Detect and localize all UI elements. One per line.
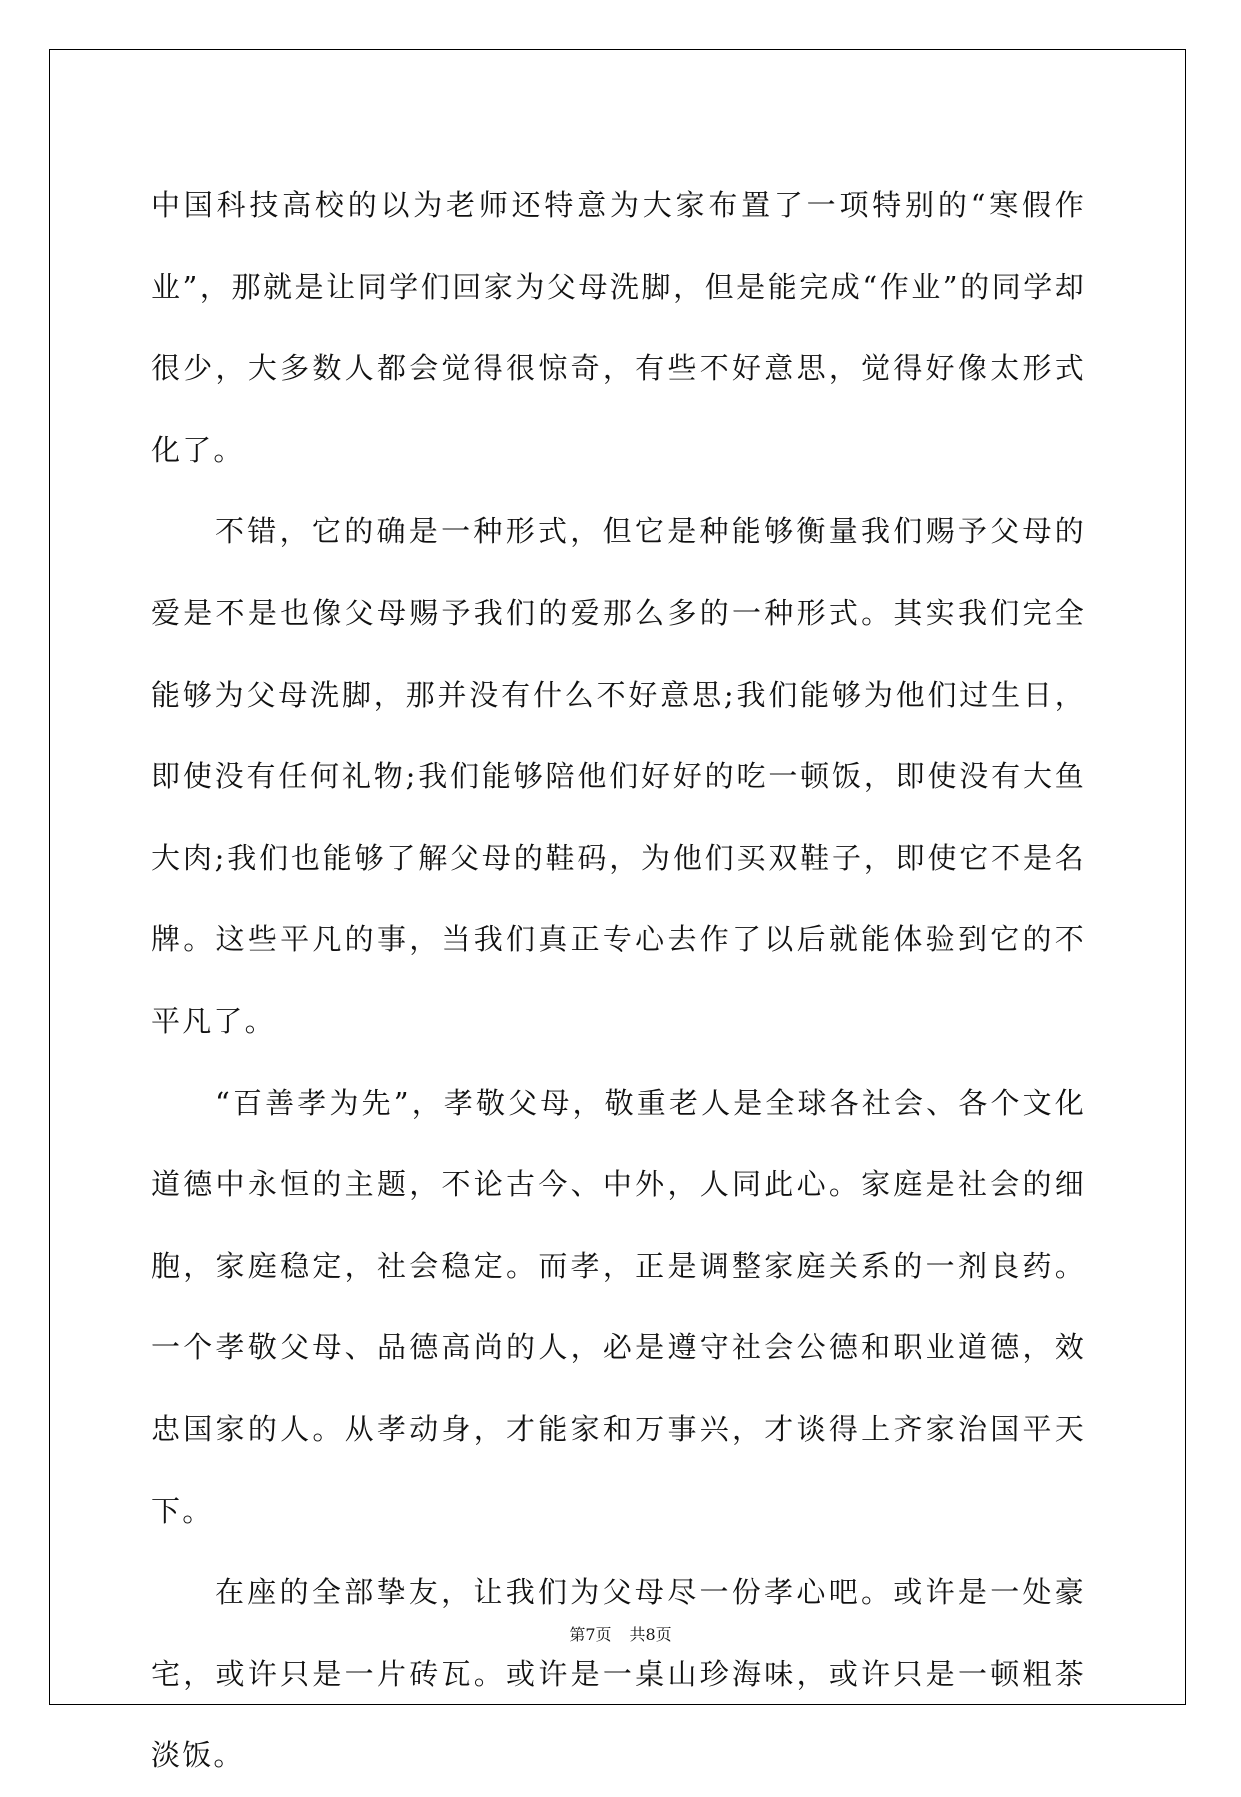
document-body: [151, 165, 1086, 1797]
paragraph-4: 在座的全部挚友，让我们为父母尽一份孝心吧。或许是一处豪宅，或许只是一片砖瓦。或许是一桌山珍海味，或许只是一顿粗茶淡饭。: [151, 1575, 1086, 1773]
page-number-total: 共8页: [629, 1625, 672, 1644]
paragraph-2: 不错，它的确是一种形式，但它是种能够衡量我们赐予父母的爱是不是也像父母赐予我们的爱那么多的一种形式。其实我们完全能够为父母洗脚，那并没有什么不好意思;我们能够为他们过生日，即使没有任何礼物;我们能够陪他们好好的吃一顿饭，即使没有大鱼大肉;我们也能够了解父母的鞋码，为他们买双鞋子，即使它不是名牌。这些平凡的事，当我们真正专心去作了以后就能体验到它的不平凡了。: [151, 514, 1086, 1038]
page-number-current: 第7页: [569, 1625, 612, 1644]
paragraph-1: 中国科技高校的以为老师还特意为大家布置了一项特别的“寒假作业”，那就是让同学们回家为父母洗脚，但是能完成“作业”的同学却很少，大多数人都会觉得很惊奇，有些不好意思，觉得好像太形式化了。: [151, 188, 1086, 467]
paragraph-3: “百善孝为先”，孝敬父母，敬重老人是全球各社会、各个文化道德中永恒的主题，不论古今、中外，人同此心。家庭是社会的细胞，家庭稳定，社会稳定。而孝，正是调整家庭关系的一剂良药。一个孝敬父母、品德高尚的人，必是遵守社会公德和职业道德，效忠国家的人。从孝动身，才能家和万事兴，才谈得上齐家治国平天下。: [151, 1085, 1086, 1528]
page-footer: [0, 1622, 1241, 1645]
